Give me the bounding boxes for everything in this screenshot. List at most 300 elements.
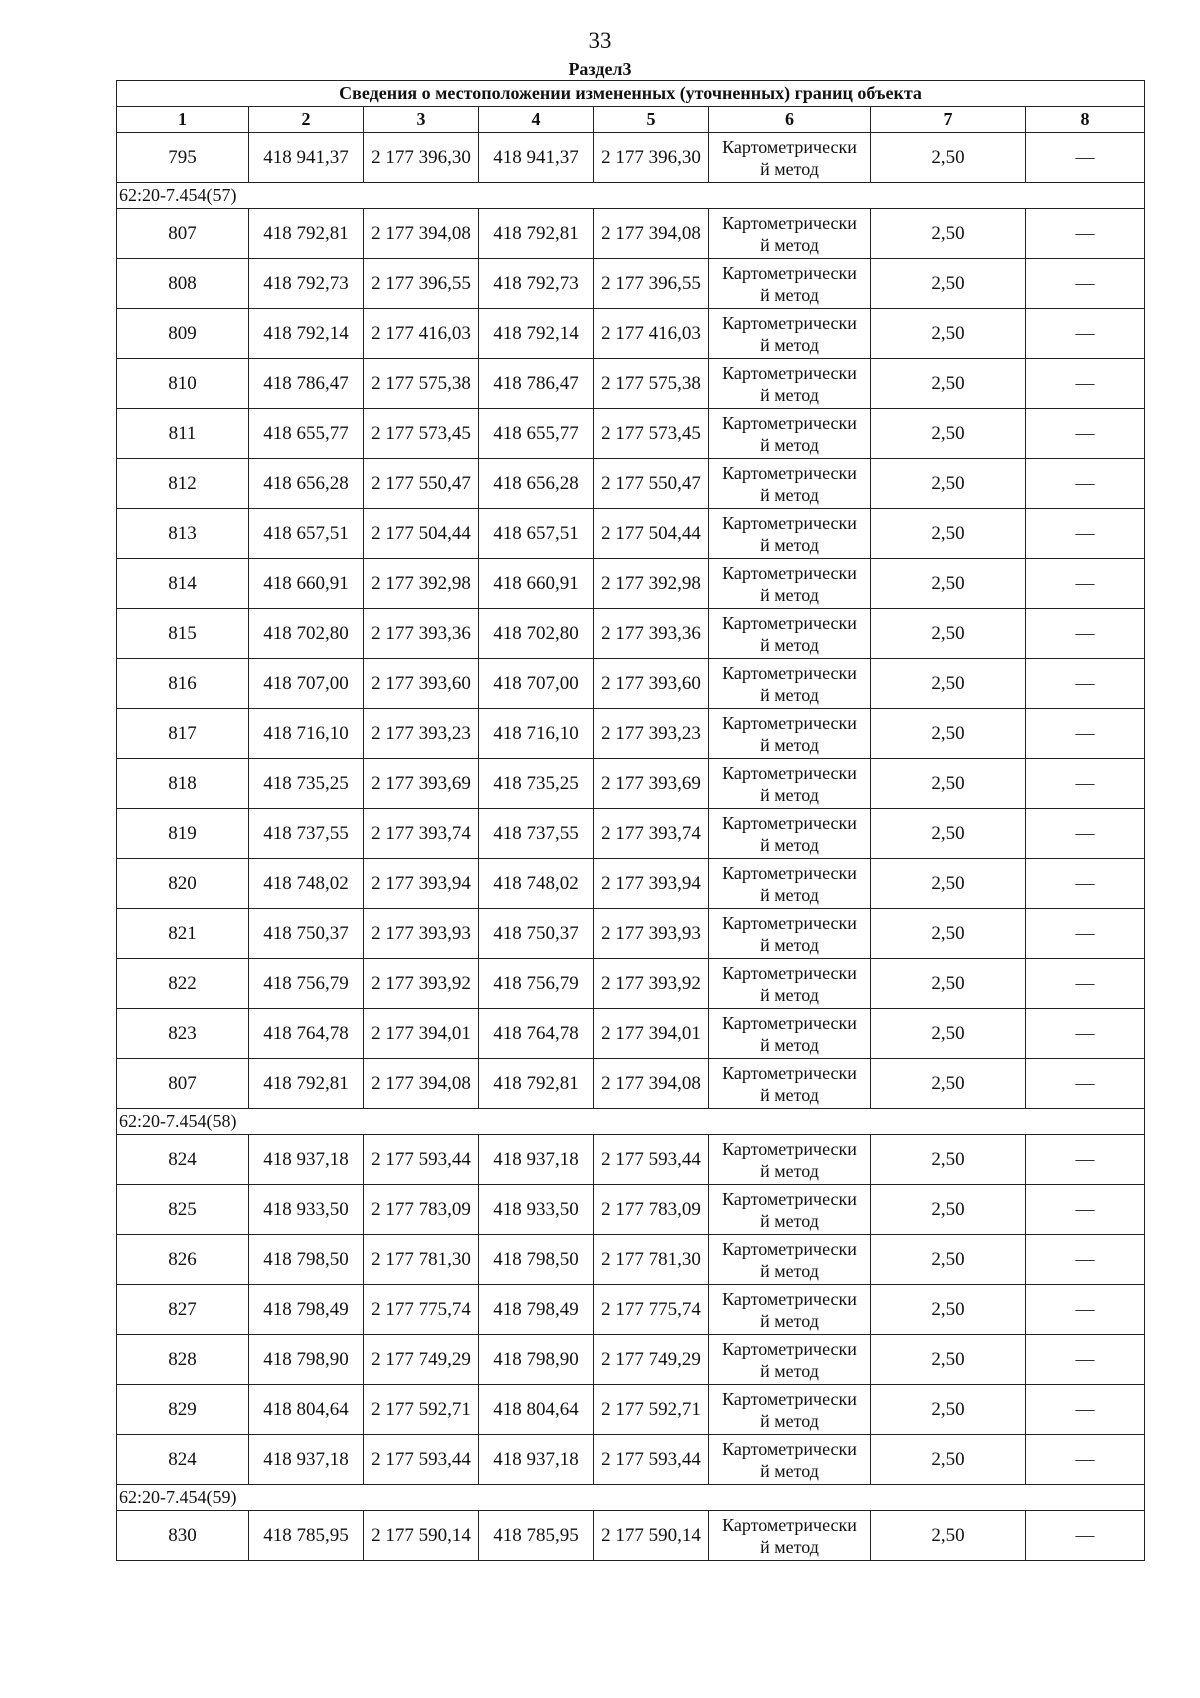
method-line-1: Картометрически <box>722 412 857 433</box>
method-line-2: й метод <box>760 1460 819 1481</box>
description-cell: — <box>1026 309 1145 359</box>
point-number-cell: 821 <box>117 909 249 959</box>
point-number-cell: 819 <box>117 809 249 859</box>
y-new-cell: 2 177 393,94 <box>594 859 709 909</box>
y-new-cell: 2 177 592,71 <box>594 1385 709 1435</box>
x-existing-cell: 418 660,91 <box>249 559 364 609</box>
method-line-1: Картометрически <box>722 1238 857 1259</box>
method-cell <box>709 609 871 659</box>
y-new-cell: 2 177 573,45 <box>594 409 709 459</box>
table-row <box>117 1335 1145 1385</box>
method-cell <box>709 1059 871 1109</box>
method-line-2: й метод <box>760 934 819 955</box>
point-number-cell: 825 <box>117 1185 249 1235</box>
page-number: 33 <box>588 28 612 53</box>
x-new-cell: 418 748,02 <box>479 859 594 909</box>
method-cell <box>709 1435 871 1485</box>
method-line-2: й метод <box>760 984 819 1005</box>
x-new-cell: 418 933,50 <box>479 1185 594 1235</box>
table-row <box>117 133 1145 183</box>
method-line-1: Картометрически <box>722 812 857 833</box>
x-new-cell: 418 941,37 <box>479 133 594 183</box>
method-line-2: й метод <box>760 884 819 905</box>
y-existing-cell: 2 177 393,69 <box>364 759 479 809</box>
x-new-cell: 418 792,81 <box>479 209 594 259</box>
table-caption-row <box>117 81 1145 107</box>
point-number-cell: 807 <box>117 209 249 259</box>
table-row <box>117 1385 1145 1435</box>
table-row <box>117 1059 1145 1109</box>
accuracy-cell: 2,50 <box>871 1009 1026 1059</box>
point-number-cell: 807 <box>117 1059 249 1109</box>
method-line-1: Картометрически <box>722 262 857 283</box>
method-line-2: й метод <box>760 484 819 505</box>
method-cell <box>709 1135 871 1185</box>
table-row <box>117 1235 1145 1285</box>
group-title: 62:20-7.454(57) <box>117 183 1145 209</box>
x-existing-cell: 418 786,47 <box>249 359 364 409</box>
x-existing-cell: 418 804,64 <box>249 1385 364 1435</box>
table-caption: Сведения о местоположении измененных (уточненных) границ объекта <box>117 81 1145 107</box>
column-header: 8 <box>1026 107 1145 133</box>
description-cell: — <box>1026 809 1145 859</box>
x-new-cell: 418 786,47 <box>479 359 594 409</box>
description-cell: — <box>1026 559 1145 609</box>
x-existing-cell: 418 798,50 <box>249 1235 364 1285</box>
table-row <box>117 709 1145 759</box>
y-new-cell: 2 177 590,14 <box>594 1511 709 1561</box>
point-number-cell: 829 <box>117 1385 249 1435</box>
description-cell: — <box>1026 1385 1145 1435</box>
method-line-2: й метод <box>760 334 819 355</box>
description-cell: — <box>1026 509 1145 559</box>
method-line-2: й метод <box>760 634 819 655</box>
description-cell: — <box>1026 459 1145 509</box>
x-new-cell: 418 702,80 <box>479 609 594 659</box>
y-new-cell: 2 177 392,98 <box>594 559 709 609</box>
method-cell <box>709 1235 871 1285</box>
point-number-cell: 823 <box>117 1009 249 1059</box>
table-row <box>117 1009 1145 1059</box>
description-cell: — <box>1026 1435 1145 1485</box>
x-existing-cell: 418 937,18 <box>249 1435 364 1485</box>
accuracy-cell: 2,50 <box>871 1285 1026 1335</box>
description-cell: — <box>1026 859 1145 909</box>
column-header: 5 <box>594 107 709 133</box>
x-existing-cell: 418 756,79 <box>249 959 364 1009</box>
method-cell <box>709 1511 871 1561</box>
x-existing-cell: 418 656,28 <box>249 459 364 509</box>
x-new-cell: 418 798,49 <box>479 1285 594 1335</box>
y-new-cell: 2 177 393,74 <box>594 809 709 859</box>
description-cell: — <box>1026 1135 1145 1185</box>
column-header: 1 <box>117 107 249 133</box>
x-new-cell: 418 735,25 <box>479 759 594 809</box>
method-cell <box>709 559 871 609</box>
column-header: 3 <box>364 107 479 133</box>
column-header: 6 <box>709 107 871 133</box>
y-existing-cell: 2 177 592,71 <box>364 1385 479 1435</box>
y-new-cell: 2 177 393,92 <box>594 959 709 1009</box>
x-new-cell: 418 798,50 <box>479 1235 594 1285</box>
accuracy-cell: 2,50 <box>871 259 1026 309</box>
x-new-cell: 418 750,37 <box>479 909 594 959</box>
x-existing-cell: 418 941,37 <box>249 133 364 183</box>
accuracy-cell: 2,50 <box>871 709 1026 759</box>
x-existing-cell: 418 764,78 <box>249 1009 364 1059</box>
table-row <box>117 859 1145 909</box>
x-new-cell: 418 657,51 <box>479 509 594 559</box>
accuracy-cell: 2,50 <box>871 1511 1026 1561</box>
method-cell <box>709 859 871 909</box>
method-line-2: й метод <box>760 1536 819 1557</box>
y-new-cell: 2 177 783,09 <box>594 1185 709 1235</box>
description-cell: — <box>1026 1009 1145 1059</box>
y-new-cell: 2 177 550,47 <box>594 459 709 509</box>
accuracy-cell: 2,50 <box>871 559 1026 609</box>
accuracy-cell: 2,50 <box>871 659 1026 709</box>
point-number-cell: 824 <box>117 1435 249 1485</box>
method-line-1: Картометрически <box>722 1288 857 1309</box>
method-line-2: й метод <box>760 684 819 705</box>
y-new-cell: 2 177 393,93 <box>594 909 709 959</box>
group-title: 62:20-7.454(58) <box>117 1109 1145 1135</box>
point-number-cell: 824 <box>117 1135 249 1185</box>
description-cell: — <box>1026 609 1145 659</box>
accuracy-cell: 2,50 <box>871 209 1026 259</box>
x-new-cell: 418 707,00 <box>479 659 594 709</box>
point-number-cell: 815 <box>117 609 249 659</box>
y-existing-cell: 2 177 416,03 <box>364 309 479 359</box>
method-cell <box>709 659 871 709</box>
accuracy-cell: 2,50 <box>871 409 1026 459</box>
table-row <box>117 1511 1145 1561</box>
y-existing-cell: 2 177 775,74 <box>364 1285 479 1335</box>
x-existing-cell: 418 702,80 <box>249 609 364 659</box>
x-existing-cell: 418 735,25 <box>249 759 364 809</box>
description-cell: — <box>1026 909 1145 959</box>
y-existing-cell: 2 177 575,38 <box>364 359 479 409</box>
table-body <box>117 81 1145 1561</box>
method-line-2: й метод <box>760 1260 819 1281</box>
point-number-cell: 811 <box>117 409 249 459</box>
table-row <box>117 359 1145 409</box>
y-existing-cell: 2 177 393,23 <box>364 709 479 759</box>
column-header: 4 <box>479 107 594 133</box>
x-new-cell: 418 937,18 <box>479 1135 594 1185</box>
method-line-2: й метод <box>760 834 819 855</box>
table-row <box>117 1185 1145 1235</box>
y-new-cell: 2 177 393,60 <box>594 659 709 709</box>
description-cell: — <box>1026 1059 1145 1109</box>
x-new-cell: 418 716,10 <box>479 709 594 759</box>
table-row <box>117 409 1145 459</box>
method-cell <box>709 409 871 459</box>
x-new-cell: 418 660,91 <box>479 559 594 609</box>
accuracy-cell: 2,50 <box>871 959 1026 1009</box>
description-cell: — <box>1026 959 1145 1009</box>
y-new-cell: 2 177 396,30 <box>594 133 709 183</box>
point-number-cell: 827 <box>117 1285 249 1335</box>
method-line-2: й метод <box>760 1034 819 1055</box>
method-cell <box>709 1009 871 1059</box>
accuracy-cell: 2,50 <box>871 1059 1026 1109</box>
method-line-1: Картометрически <box>722 762 857 783</box>
method-cell <box>709 1185 871 1235</box>
y-existing-cell: 2 177 396,30 <box>364 133 479 183</box>
method-cell <box>709 959 871 1009</box>
y-existing-cell: 2 177 783,09 <box>364 1185 479 1235</box>
table-row <box>117 809 1145 859</box>
method-line-1: Картометрически <box>722 312 857 333</box>
y-existing-cell: 2 177 392,98 <box>364 559 479 609</box>
x-existing-cell: 418 798,90 <box>249 1335 364 1385</box>
method-line-2: й метод <box>760 784 819 805</box>
method-line-1: Картометрически <box>722 136 857 157</box>
description-cell: — <box>1026 209 1145 259</box>
point-number-cell: 830 <box>117 1511 249 1561</box>
method-line-2: й метод <box>760 234 819 255</box>
x-new-cell: 418 792,14 <box>479 309 594 359</box>
y-existing-cell: 2 177 394,08 <box>364 1059 479 1109</box>
method-line-2: й метод <box>760 158 819 179</box>
method-line-1: Картометрически <box>722 662 857 683</box>
y-existing-cell: 2 177 393,60 <box>364 659 479 709</box>
accuracy-cell: 2,50 <box>871 1385 1026 1435</box>
method-line-2: й метод <box>760 584 819 605</box>
table-row <box>117 759 1145 809</box>
method-line-2: й метод <box>760 1310 819 1331</box>
point-number-cell: 809 <box>117 309 249 359</box>
boundary-coordinates-table <box>116 80 1145 1561</box>
x-existing-cell: 418 785,95 <box>249 1511 364 1561</box>
table-row <box>117 609 1145 659</box>
column-header: 7 <box>871 107 1026 133</box>
table-row <box>117 209 1145 259</box>
method-line-1: Картометрически <box>722 1062 857 1083</box>
y-new-cell: 2 177 781,30 <box>594 1235 709 1285</box>
accuracy-cell: 2,50 <box>871 509 1026 559</box>
description-cell: — <box>1026 409 1145 459</box>
description-cell: — <box>1026 1185 1145 1235</box>
y-new-cell: 2 177 393,69 <box>594 759 709 809</box>
x-new-cell: 418 804,64 <box>479 1385 594 1435</box>
y-new-cell: 2 177 593,44 <box>594 1135 709 1185</box>
method-line-2: й метод <box>760 1410 819 1431</box>
description-cell: — <box>1026 1335 1145 1385</box>
description-cell: — <box>1026 659 1145 709</box>
x-existing-cell: 418 792,81 <box>249 1059 364 1109</box>
method-line-2: й метод <box>760 1084 819 1105</box>
y-existing-cell: 2 177 393,93 <box>364 909 479 959</box>
method-line-1: Картометрически <box>722 212 857 233</box>
y-existing-cell: 2 177 749,29 <box>364 1335 479 1385</box>
x-existing-cell: 418 737,55 <box>249 809 364 859</box>
method-line-2: й метод <box>760 734 819 755</box>
method-line-1: Картометрически <box>722 1338 857 1359</box>
description-cell: — <box>1026 1285 1145 1335</box>
x-existing-cell: 418 933,50 <box>249 1185 364 1235</box>
table-row <box>117 309 1145 359</box>
y-existing-cell: 2 177 593,44 <box>364 1435 479 1485</box>
x-new-cell: 418 656,28 <box>479 459 594 509</box>
x-new-cell: 418 792,81 <box>479 1059 594 1109</box>
table-row <box>117 659 1145 709</box>
column-header-row <box>117 107 1145 133</box>
method-cell <box>709 209 871 259</box>
y-new-cell: 2 177 593,44 <box>594 1435 709 1485</box>
group-header-row <box>117 1485 1145 1511</box>
x-new-cell: 418 792,73 <box>479 259 594 309</box>
accuracy-cell: 2,50 <box>871 309 1026 359</box>
method-line-2: й метод <box>760 1360 819 1381</box>
point-number-cell: 808 <box>117 259 249 309</box>
accuracy-cell: 2,50 <box>871 1335 1026 1385</box>
table-row <box>117 1135 1145 1185</box>
point-number-cell: 818 <box>117 759 249 809</box>
point-number-cell: 820 <box>117 859 249 909</box>
accuracy-cell: 2,50 <box>871 909 1026 959</box>
table-row <box>117 259 1145 309</box>
description-cell: — <box>1026 1511 1145 1561</box>
method-line-1: Картометрически <box>722 1138 857 1159</box>
table-row <box>117 959 1145 1009</box>
point-number-cell: 795 <box>117 133 249 183</box>
accuracy-cell: 2,50 <box>871 809 1026 859</box>
y-new-cell: 2 177 394,01 <box>594 1009 709 1059</box>
method-line-2: й метод <box>760 384 819 405</box>
y-new-cell: 2 177 393,36 <box>594 609 709 659</box>
accuracy-cell: 2,50 <box>871 1185 1026 1235</box>
method-line-2: й метод <box>760 434 819 455</box>
accuracy-cell: 2,50 <box>871 133 1026 183</box>
y-existing-cell: 2 177 393,36 <box>364 609 479 659</box>
x-new-cell: 418 937,18 <box>479 1435 594 1485</box>
method-line-1: Картометрически <box>722 1514 857 1535</box>
method-cell <box>709 133 871 183</box>
point-number-cell: 822 <box>117 959 249 1009</box>
point-number-cell: 814 <box>117 559 249 609</box>
description-cell: — <box>1026 359 1145 409</box>
group-title: 62:20-7.454(59) <box>117 1485 1145 1511</box>
x-existing-cell: 418 707,00 <box>249 659 364 709</box>
description-cell: — <box>1026 759 1145 809</box>
method-line-1: Картометрически <box>722 712 857 733</box>
x-new-cell: 418 737,55 <box>479 809 594 859</box>
x-existing-cell: 418 657,51 <box>249 509 364 559</box>
y-existing-cell: 2 177 394,01 <box>364 1009 479 1059</box>
y-existing-cell: 2 177 504,44 <box>364 509 479 559</box>
y-new-cell: 2 177 775,74 <box>594 1285 709 1335</box>
method-line-2: й метод <box>760 1160 819 1181</box>
y-existing-cell: 2 177 781,30 <box>364 1235 479 1285</box>
point-number-cell: 816 <box>117 659 249 709</box>
method-cell <box>709 359 871 409</box>
method-line-1: Картометрически <box>722 562 857 583</box>
method-cell <box>709 259 871 309</box>
accuracy-cell: 2,50 <box>871 1135 1026 1185</box>
accuracy-cell: 2,50 <box>871 1435 1026 1485</box>
y-new-cell: 2 177 394,08 <box>594 209 709 259</box>
point-number-cell: 828 <box>117 1335 249 1385</box>
method-cell <box>709 459 871 509</box>
method-cell <box>709 809 871 859</box>
x-new-cell: 418 798,90 <box>479 1335 594 1385</box>
method-line-1: Картометрически <box>722 862 857 883</box>
y-existing-cell: 2 177 550,47 <box>364 459 479 509</box>
method-cell <box>709 1335 871 1385</box>
table-row <box>117 459 1145 509</box>
y-new-cell: 2 177 504,44 <box>594 509 709 559</box>
method-line-1: Картометрически <box>722 612 857 633</box>
accuracy-cell: 2,50 <box>871 1235 1026 1285</box>
method-line-1: Картометрически <box>722 1438 857 1459</box>
section-title: Раздел3 <box>568 59 632 79</box>
method-line-2: й метод <box>760 1210 819 1231</box>
description-cell: — <box>1026 1235 1145 1285</box>
method-cell <box>709 1285 871 1335</box>
x-new-cell: 418 756,79 <box>479 959 594 1009</box>
point-number-cell: 817 <box>117 709 249 759</box>
y-new-cell: 2 177 416,03 <box>594 309 709 359</box>
x-existing-cell: 418 716,10 <box>249 709 364 759</box>
y-new-cell: 2 177 394,08 <box>594 1059 709 1109</box>
column-header: 2 <box>249 107 364 133</box>
method-line-1: Картометрически <box>722 462 857 483</box>
group-header-row <box>117 183 1145 209</box>
point-number-cell: 813 <box>117 509 249 559</box>
accuracy-cell: 2,50 <box>871 609 1026 659</box>
y-existing-cell: 2 177 573,45 <box>364 409 479 459</box>
y-existing-cell: 2 177 393,74 <box>364 809 479 859</box>
point-number-cell: 826 <box>117 1235 249 1285</box>
y-existing-cell: 2 177 393,94 <box>364 859 479 909</box>
x-existing-cell: 418 937,18 <box>249 1135 364 1185</box>
x-existing-cell: 418 798,49 <box>249 1285 364 1335</box>
point-number-cell: 812 <box>117 459 249 509</box>
description-cell: — <box>1026 709 1145 759</box>
method-line-1: Картометрически <box>722 512 857 533</box>
x-new-cell: 418 655,77 <box>479 409 594 459</box>
method-cell <box>709 909 871 959</box>
y-existing-cell: 2 177 393,92 <box>364 959 479 1009</box>
method-cell <box>709 309 871 359</box>
accuracy-cell: 2,50 <box>871 359 1026 409</box>
method-line-1: Картометрически <box>722 362 857 383</box>
table-row <box>117 509 1145 559</box>
y-new-cell: 2 177 396,55 <box>594 259 709 309</box>
method-cell <box>709 759 871 809</box>
x-existing-cell: 418 748,02 <box>249 859 364 909</box>
method-line-1: Картометрически <box>722 912 857 933</box>
y-new-cell: 2 177 393,23 <box>594 709 709 759</box>
y-new-cell: 2 177 575,38 <box>594 359 709 409</box>
y-existing-cell: 2 177 396,55 <box>364 259 479 309</box>
method-cell <box>709 509 871 559</box>
method-line-1: Картометрически <box>722 962 857 983</box>
description-cell: — <box>1026 259 1145 309</box>
method-cell <box>709 709 871 759</box>
x-existing-cell: 418 655,77 <box>249 409 364 459</box>
x-new-cell: 418 785,95 <box>479 1511 594 1561</box>
y-new-cell: 2 177 749,29 <box>594 1335 709 1385</box>
accuracy-cell: 2,50 <box>871 859 1026 909</box>
group-header-row <box>117 1109 1145 1135</box>
method-line-1: Картометрически <box>722 1388 857 1409</box>
method-line-1: Картометрически <box>722 1188 857 1209</box>
table-row <box>117 1435 1145 1485</box>
y-existing-cell: 2 177 593,44 <box>364 1135 479 1185</box>
